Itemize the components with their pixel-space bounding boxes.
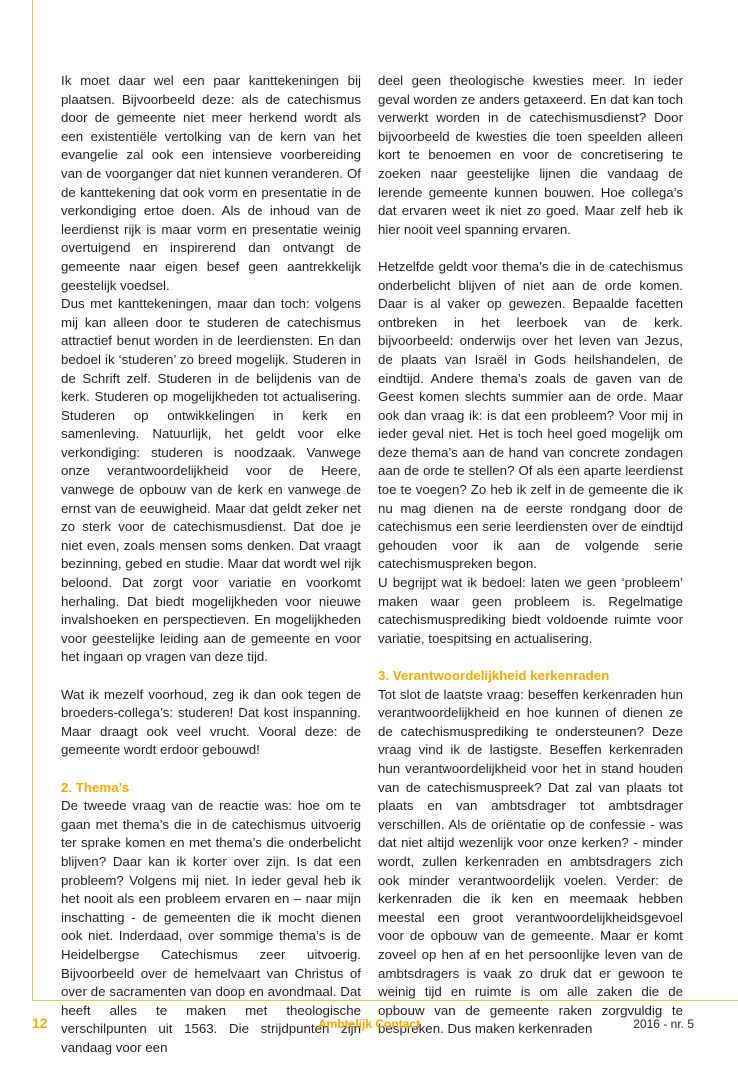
right-column: [378, 72, 683, 1039]
issue-label: 2016 - nr. 5: [633, 1017, 694, 1031]
paragraph: Wat ik mezelf voorhoud, zeg ik dan ook tegen de broeders-collega’s: studeren! Dat kost inspanning. Maar draagt ook veel vrucht. Vooral deze: de gemeente wordt erdoor gebouwd!: [61, 686, 361, 758]
section-heading-themas: 2. Thema’s: [61, 779, 130, 795]
paragraph: U begrijpt wat ik bedoel: laten we geen ‘probleem’ maken waar geen probleem is. Regelmatige catechismusprediking biedt voldoende ruimte voor variatie, toespitsing en actualisering.: [378, 575, 683, 646]
paragraph: Dus met kanttekeningen, maar dan toch: volgens mij kan alleen door te studeren de catechismus attractief benut worden in de leerdiensten. En dan bedoel ik ‘studeren’ zo breed mogelijk. Studeren in de Schrift zelf. Studeren in de belijdenis van de kerk. Studeren op mogelijkheden tot actualisering. Studeren op ontwikkelingen in kerk en samenleving. Natuurlijk, het geldt voor elke verkondiging: studeren is noodzaak. Vanwege onze verantwoordelijkheid voor de Heere, vanwege de opbouw van de kerk en vanwege de ernst van de eeuwigheid. Maar dat geldt zeker net zo sterk voor de catechismusdienst. Dat doe je niet even, zoals mensen soms denken. Dat vraagt bezinning, gebed en studie. Maar dat wordt wel rijk beloond. Dat zorgt voor variatie en voorkomt herhaling. Dat biedt mogelijkheden voor nieuwe invalshoeken en perspectieven. En mogelijkheden voor geestelijke leiding aan de gemeente en voor het ingaan op vragen van deze tijd.: [61, 296, 361, 665]
margin-rule-vertical: [32, 0, 33, 1001]
page-number: 12: [32, 1015, 48, 1031]
paragraph: Tot slot de laatste vraag: beseffen kerkenraden hun verantwoordelijkheid en hoe kunnen of dienen ze de catechismusprediking te ondersteunen? Deze vraag vind ik de lastigste. Beseffen kerkenraden hun verantwoordelijkheid voor het in stand houden van de catechismuspreek? Dat zal van plaats tot plaats en van ambtsdrager tot ambtsdrager verschillen. Als de oriëntatie op de confessie - was dat niet altijd wezenlijk voor onze kerken? - minder wordt, zullen kerkenraden en ambtsdragers zich ook minder verantwoordelijk voelen. Verder: de kerkenraden die ik ken en meemaak hebben meestal een groot verantwoordelijkheidsgevoel voor de opbouw van de gemeente. Maar er komt zoveel op hen af en het persoonlijke leven van de ambtsdragers is vaak zo druk dat er gewoon te weinig tijd en ruimte is om alle zaken die de opbouw van de gemeente raken zorgvuldig te bespreken. Dus maken kerkenraden: [378, 686, 683, 1037]
paragraph: Hetzelfde geldt voor thema’s die in de catechismus onderbelicht blijven of niet aan de orde komen. Daar is al vaker op gewezen. Bepaalde facetten ontbreken in het leerboek van de kerk. bijvoorbeeld: onderwijs over het leven van Jezus, de plaats van Israël in Gods heilshandelen, de eindtijd. Andere thema’s zoals de gaven van de Geest komen slechts summier aan de orde. Maar ook dan vraag ik: is dat een probleem? Voor mij in ieder geval niet. Het is toch heel goed mogelijk om deze thema’s aan de hand van concrete zondagen aan de orde te stellen? Of als een aparte leerdienst toe te voegen? Zo heb ik zelf in de gemeente die ik nu mag dienen na de eerste rondgang door de catechismus een serie leerdiensten over de eindtijd gehouden voor ik aan de volgende serie catechismuspreken begon.: [378, 258, 683, 572]
paragraph: deel geen theologische kwesties meer. In ieder geval worden ze anders getaxeerd. En dat kan toch verwerkt worden in de catechismusdienst? Door bijvoorbeeld de kwesties die toen speelden alleen kort te benoemen en voor de concretisering te zoeken naar geestelijke lijnen die vandaag de lerende gemeente kunnen bouwen. Hoe collega’s dat ervaren weet ik niet zo goed. Maar zelf heb ik hier nooit veel spanning ervaren.: [378, 73, 683, 237]
paragraph: De tweede vraag van de reactie was: hoe om te gaan met thema’s die in de catechismus uitvoerig ter sprake komen en met thema’s die onderbelicht blijven? Daar kan ik korter over zijn. Is dat een probleem? Volgens mij niet. In ieder geval heb ik het nooit als een probleem ervaren en – naar mijn inschatting - de gemeenten die ik mocht dienen ook niet. Inderdaad, over sommige thema’s is de Heidelbergse Catechismus zeer uitvoerig. Bijvoorbeeld over de hemelvaart van Christus of over de sacramenten van doop en avondmaal. Dat heeft alles te maken met theologische verschilpunten uit 1563. Die strijdpunten zijn vandaag voor een: [61, 798, 361, 1055]
paragraph: Ik moet daar wel een paar kanttekeningen bij plaatsen. Bijvoorbeeld deze: als de catechismus door de gemeente niet meer herkend wordt als een existentiële vertolking van de kern van het evangelie zal ook een intensieve voorbereiding van de voorganger dat niet kunnen veranderen. Of de kanttekening dat ook vorm en presentatie in de verkondiging ertoe doen. Als de inhoud van de leerdienst rijk is maar vorm en presentatie weinig overtuigend en inspirerend dan ontvangt de gemeente naar eigen besef geen aantrekkelijk geestelijk voedsel.: [61, 73, 361, 293]
magazine-title: Ambtelijk Contact: [317, 1017, 420, 1031]
section-heading-verantwoordelijkheid: 3. Verantwoordelijkheid kerkenraden: [378, 668, 610, 683]
left-column: [61, 72, 361, 1057]
